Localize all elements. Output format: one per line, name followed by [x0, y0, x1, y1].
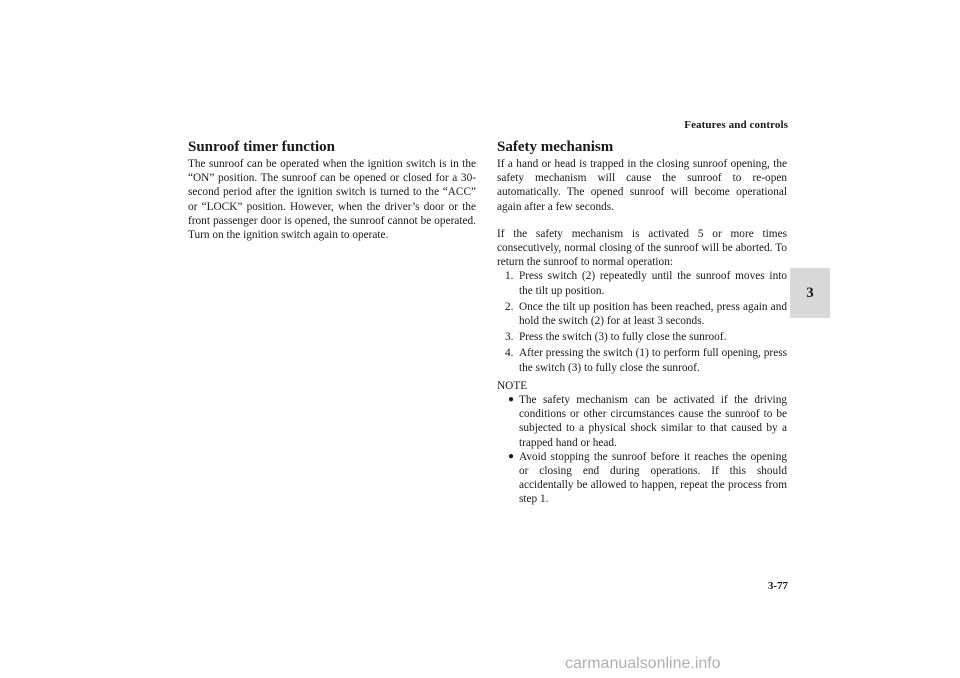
step-text: Press the switch (3) to fully close the sunroof. [519, 331, 727, 344]
note-text: Avoid stopping the sunroof before it reaches the opening or closing end during operations. If this should accidentally be allowed to happen, repeat the process from step 1. [519, 450, 787, 506]
step-text: Once the tilt up position has been reached, press again and hold the switch (2) for at least 3 seconds. [519, 300, 787, 328]
watermark: carmanualsonline.info [565, 655, 721, 672]
step-number: 3. [505, 331, 514, 344]
note-label: NOTE [497, 379, 528, 392]
step-text: Press switch (2) repeatedly until the sunroof moves into the tilt up position. [519, 270, 787, 297]
safety-paragraph-2: If the safety mechanism is activated 5 or more times consecutively, normal closing of the sunroof will be aborted. To return the sunroof to normal operation: [497, 227, 787, 269]
step-item [497, 330, 787, 344]
bullet-icon: ● [508, 450, 515, 462]
step-number: 4. [505, 347, 514, 360]
paragraph-spacer [497, 214, 787, 227]
section-heading-safety: Safety mechanism [497, 139, 614, 155]
steps-list [497, 269, 787, 374]
section-heading-timer: Sunroof timer function [188, 139, 335, 155]
safety-paragraph-1: If a hand or head is trapped in the closing sunroof opening, the safety mechanism will cause the sunroof to re-open automatically. The opened sunroof will become operational again after a few seconds. [497, 158, 787, 213]
note-item [497, 393, 787, 450]
notes-list [497, 393, 787, 507]
step-item [497, 300, 787, 328]
step-number: 2. [505, 300, 514, 313]
step-item [497, 269, 787, 297]
note-item [497, 450, 787, 507]
step-text: After pressing the switch (1) to perform full opening, press the switch (3) to fully close the sunroof. [519, 347, 787, 374]
bullet-icon: ● [508, 394, 515, 406]
page-number: 3-77 [767, 580, 788, 592]
step-item [497, 346, 787, 374]
running-header: Features and controls [684, 119, 788, 131]
note-text: The safety mechanism can be activated if the driving conditions or other circumstances cause the sunroof to be subjected to a physical shock similar to that caused by a trapped hand or head. [519, 394, 787, 449]
timer-paragraph: The sunroof can be operated when the ignition switch is in the “ON” position. The sunroof can be opened or closed for a 30-second period after the ignition switch is turned to the “ACC” or “LOCK” position. However, when the driver’s door or the front passenger door is opened, the sunroof cannot be operated. Turn on the ignition switch again to operate. [188, 158, 476, 242]
chapter-tab: 3 [790, 268, 830, 318]
right-column [497, 139, 787, 507]
left-column [188, 139, 476, 242]
step-number: 1. [505, 270, 514, 283]
